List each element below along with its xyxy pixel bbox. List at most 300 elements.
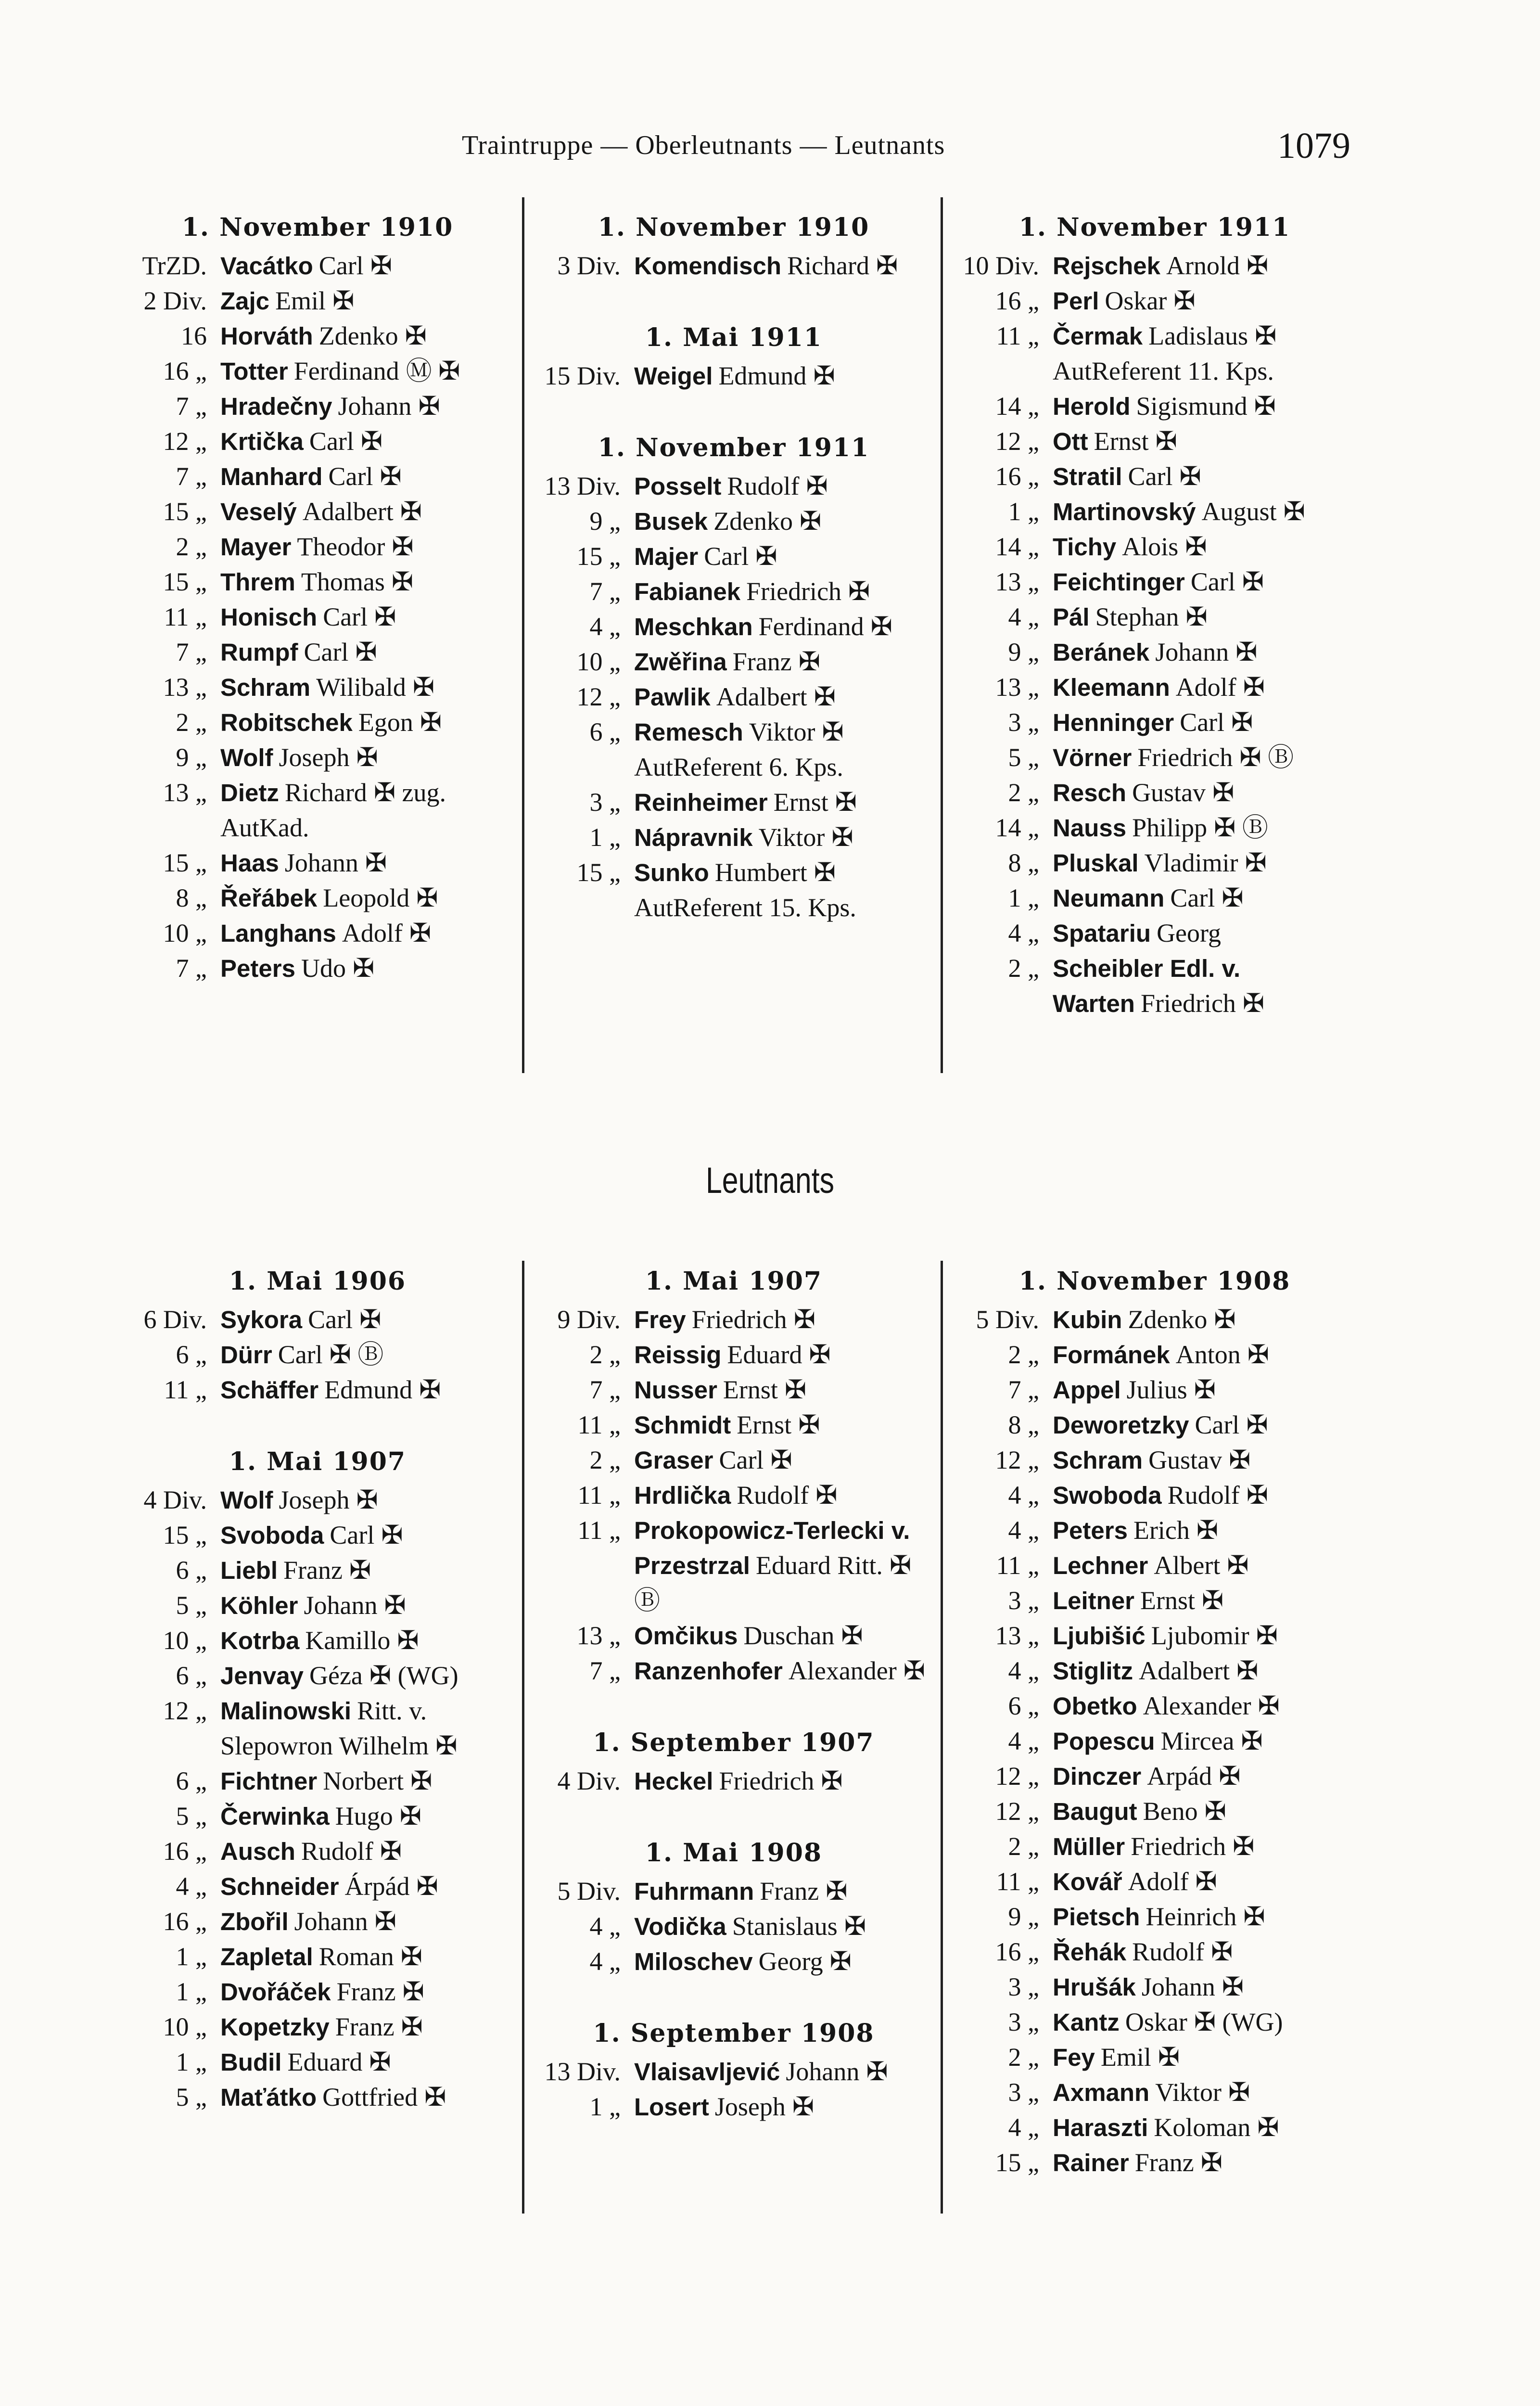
list-item: [120, 1939, 515, 1974]
officer-name: [1053, 1724, 1357, 1759]
officer-name: [220, 705, 515, 740]
decoration-icon: ✠: [374, 602, 396, 631]
officer-name: [1053, 775, 1357, 810]
list-item: [120, 1869, 515, 1904]
decoration-icon: ✠ Ⓑ: [1214, 813, 1268, 842]
officer-name: [220, 1693, 515, 1764]
decoration-icon: ✠: [400, 1942, 422, 1971]
surname: Manhard: [220, 463, 323, 490]
decoration-icon: ✠: [1212, 778, 1235, 807]
list-item: [120, 1518, 515, 1553]
decoration-icon: ✠: [866, 2057, 888, 2086]
date-heading: 1. Mai 1907: [645, 1267, 823, 1296]
unit-number: 4 Div.: [557, 1766, 621, 1795]
unit-number: 11 „: [996, 321, 1039, 350]
unit-number: 3 „: [1008, 1972, 1039, 2001]
unit-number: 3 „: [1008, 2078, 1039, 2107]
list-item: [120, 283, 515, 319]
unit-number: 6 „: [176, 1766, 207, 1795]
list-item: [120, 1483, 515, 1518]
officer-name: [220, 354, 515, 389]
unit-number: TrZD.: [142, 251, 207, 280]
decoration-icon: ✠: [424, 2083, 446, 2112]
surname: Losert: [634, 2093, 709, 2121]
given-name: Johann: [284, 848, 358, 877]
given-name: Edmund: [324, 1375, 413, 1404]
given-name: Carl: [323, 602, 368, 631]
list-item: [534, 1513, 933, 1618]
surname: Zajc: [220, 287, 270, 315]
officer-name: [1053, 424, 1357, 459]
decoration-icon: ✠: [391, 567, 414, 596]
given-name: Egon: [358, 708, 413, 737]
unit-number: 11 „: [164, 602, 207, 631]
unit-number: 7 „: [589, 577, 621, 606]
decoration-icon: ✠: [1173, 286, 1196, 315]
surname: Graser: [634, 1446, 713, 1474]
surname: Lechner: [1053, 1552, 1148, 1579]
decoration-icon: ✠: [1158, 2043, 1180, 2072]
surname: Stratil: [1053, 463, 1122, 490]
list-item: [953, 1759, 1357, 1794]
date-heading: 1. September 1907: [593, 1728, 875, 1757]
decoration-icon: ✠: [380, 462, 402, 491]
unit-number: 4 „: [1008, 2113, 1039, 2142]
surname: Rejschek: [1053, 252, 1160, 280]
list-item: [953, 635, 1357, 670]
list-item: [120, 670, 515, 705]
surname: Pietsch: [1053, 1903, 1140, 1931]
officer-name: [220, 1658, 515, 1693]
given-name: Adolf: [1175, 673, 1236, 702]
surname: Obetko: [1053, 1692, 1137, 1720]
given-name: Emil: [1100, 2043, 1151, 2072]
decoration-icon: ✠: [1196, 1516, 1219, 1545]
surname: Budil: [220, 2048, 282, 2076]
officer-name: [1053, 1653, 1357, 1689]
decoration-icon: ✠: [848, 577, 870, 606]
surname: Fuhrmann: [634, 1878, 754, 1905]
given-name: Adolf: [342, 919, 403, 947]
given-name: Géza: [309, 1661, 363, 1690]
decoration-icon: ✠: [1257, 2113, 1279, 2142]
surname: Zapletal: [220, 1943, 313, 1971]
surname: Kovář: [1053, 1868, 1122, 1895]
list-item: [120, 459, 515, 494]
given-name: Adalbert: [1139, 1656, 1230, 1685]
officer-name: [634, 1443, 933, 1478]
officer-name: [634, 248, 933, 283]
officer-name: [1053, 845, 1357, 881]
unit-number: 12 „: [163, 427, 207, 456]
officer-name: [220, 1764, 515, 1799]
unit-number: 13 Div.: [544, 2057, 621, 2086]
given-name: Viktor: [749, 717, 815, 746]
surname: Martinovský: [1053, 498, 1196, 525]
list-item: [953, 1408, 1357, 1443]
list-item: [953, 740, 1357, 775]
officer-name: [1053, 1583, 1357, 1618]
list-item: [120, 1337, 515, 1372]
given-name: Eduard Ritt.: [755, 1551, 883, 1580]
list-item: [953, 494, 1357, 529]
surname: Kopetzky: [220, 2013, 330, 2041]
surname: Fichtner: [220, 1767, 318, 1795]
column: [534, 207, 933, 925]
given-name: Zdenko: [1128, 1305, 1208, 1334]
officer-name: [220, 1588, 515, 1623]
unit-number: 12 „: [576, 682, 621, 711]
given-name: Friedrich: [1131, 1832, 1226, 1861]
unit-number: 12 „: [163, 1696, 207, 1725]
list-item: [953, 2040, 1357, 2075]
unit-number: 9 „: [1008, 1902, 1039, 1931]
column: [534, 1261, 933, 2124]
decoration-icon: ✠: [1256, 1621, 1278, 1650]
list-item: [534, 785, 933, 820]
surname: Feichtinger: [1053, 568, 1185, 596]
decoration-icon: ✠: [1243, 673, 1265, 702]
unit-number: 7 „: [1008, 1375, 1039, 1404]
unit-number: 15 „: [576, 542, 621, 571]
unit-number: 2 „: [1008, 2043, 1039, 2072]
given-name: Viktor: [1155, 2078, 1222, 2107]
surname: Rainer: [1053, 2149, 1129, 2176]
given-name: Carl: [704, 542, 749, 571]
given-name: Johann: [1141, 1972, 1215, 2001]
surname: Busek: [634, 508, 708, 535]
decoration-icon: ✠: [1246, 1410, 1268, 1439]
given-name: Rudolf: [1132, 1937, 1205, 1966]
officer-name: [220, 2009, 515, 2045]
officer-name: [220, 529, 515, 564]
surname: Krtička: [220, 428, 304, 455]
unit-number: 1 „: [176, 1942, 207, 1971]
unit-number: 12 „: [995, 427, 1039, 456]
section-heading: Leutnants: [705, 1160, 835, 1201]
decoration-icon: ✠: [1229, 1446, 1251, 1474]
running-head: Traintruppe — Oberleutnants — Leutnants: [462, 130, 945, 160]
unit-number: 10 „: [163, 1626, 207, 1655]
list-item: [953, 845, 1357, 881]
surname: Perl: [1053, 287, 1099, 315]
given-name: Wilibald: [316, 673, 406, 702]
list-item: [953, 1864, 1357, 1899]
officer-name: [1053, 1934, 1357, 1970]
list-item: [953, 389, 1357, 424]
given-name: Carl: [719, 1446, 764, 1474]
decoration-icon: ✠: [1231, 708, 1253, 737]
decoration-icon: ✠: [380, 1837, 402, 1866]
officer-name: [634, 644, 933, 679]
given-name: Zdenko: [713, 507, 793, 536]
officer-name: [220, 1337, 515, 1372]
unit-number: 4 „: [1008, 1727, 1039, 1755]
given-name: Duschan: [743, 1621, 835, 1650]
unit-number: 3 „: [1008, 2008, 1039, 2036]
given-name: Eduard: [287, 2048, 363, 2076]
unit-number: 2 „: [176, 532, 207, 561]
officer-name: [1053, 2005, 1357, 2040]
unit-number: 7 „: [589, 1375, 621, 1404]
list-item: [953, 1653, 1357, 1689]
surname: Čerwinka: [220, 1803, 330, 1830]
surname: Stiglitz: [1053, 1657, 1133, 1685]
given-name: Theodor: [297, 532, 385, 561]
given-name: Norbert: [323, 1766, 404, 1795]
list-item: [953, 600, 1357, 635]
column-rule: [941, 1261, 943, 2214]
decoration-icon: ✠: [1155, 427, 1177, 456]
unit-number: 4 „: [1008, 919, 1039, 947]
column: [953, 207, 1357, 1021]
list-item: [953, 564, 1357, 600]
given-name: Ernst: [1140, 1586, 1196, 1615]
given-name: Friedrich: [1137, 743, 1233, 772]
surname: Müller: [1053, 1833, 1125, 1860]
decoration-icon: ✠: [784, 1375, 807, 1404]
unit-number: 7 „: [176, 392, 207, 421]
surname: Řehák: [1053, 1938, 1127, 1966]
decoration-icon: ✠: [381, 1521, 403, 1549]
decoration-icon: ✠: [826, 1877, 848, 1906]
officer-name: [1053, 810, 1357, 845]
list-item: [534, 820, 933, 855]
decoration-icon: ✠: [792, 2092, 815, 2121]
unit-number: 16 „: [163, 1907, 207, 1936]
officer-name: [1053, 635, 1357, 670]
list-item: [953, 2075, 1357, 2110]
officer-name: [1053, 319, 1357, 389]
decoration-icon: ✠: [800, 507, 822, 536]
list-item: [534, 1478, 933, 1513]
given-name: Eduard: [727, 1340, 802, 1369]
list-item: [534, 1372, 933, 1408]
unit-number: 13 „: [576, 1621, 621, 1650]
officer-name: [1053, 916, 1357, 951]
surname: Frey: [634, 1306, 686, 1333]
column-rule: [522, 197, 524, 1073]
list-item: [120, 1553, 515, 1588]
given-name: Ernst: [773, 788, 828, 817]
unit-number: 2 „: [1008, 1340, 1039, 1369]
officer-name: [220, 1372, 515, 1408]
surname: Ausch: [220, 1838, 295, 1865]
unit-number: 15 „: [163, 848, 207, 877]
list-item: [953, 529, 1357, 564]
surname: Zwěřina: [634, 648, 727, 676]
list-item: [120, 564, 515, 600]
officer-name: [220, 424, 515, 459]
unit-number: 14 „: [995, 813, 1039, 842]
surname: Resch: [1053, 779, 1127, 806]
decoration-icon: ✠: [435, 1731, 458, 1760]
given-name: Ernst: [737, 1410, 792, 1439]
list-item: [120, 775, 515, 845]
decoration-icon: ✠: [1247, 1340, 1269, 1369]
date-heading: 1. Mai 1911: [645, 323, 823, 352]
officer-name: [1053, 389, 1357, 424]
list-item: [120, 494, 515, 529]
officer-name: [634, 1408, 933, 1443]
given-name: Oskar: [1105, 286, 1167, 315]
decoration-icon: ✠: [1228, 2078, 1250, 2107]
officer-name: [1053, 881, 1357, 916]
surname: Beránek: [1053, 639, 1150, 666]
list-item: [953, 1478, 1357, 1513]
officer-name: [1053, 1864, 1357, 1899]
list-item: [953, 1583, 1357, 1618]
surname: Leitner: [1053, 1587, 1135, 1614]
surname: Haraszti: [1053, 2114, 1148, 2141]
officer-name: [634, 504, 933, 539]
officer-name: [220, 1974, 515, 2009]
decoration-icon: ✠: [416, 883, 438, 912]
surname: Zbořil: [220, 1908, 289, 1935]
officer-name: [634, 574, 933, 609]
given-name: Joseph: [714, 2092, 786, 2121]
surname: Baugut: [1053, 1798, 1137, 1825]
unit-number: 4 „: [1008, 602, 1039, 631]
surname: Hrdlička: [634, 1482, 731, 1509]
decoration-icon: ✠: [1255, 321, 1277, 350]
given-name: Stephan: [1095, 602, 1179, 631]
unit-number: 4 Div.: [143, 1485, 207, 1514]
decoration-icon: ✠: [1214, 1305, 1236, 1334]
unit-number: 15 „: [163, 1521, 207, 1549]
officer-name: [220, 459, 515, 494]
list-item: [120, 319, 515, 354]
given-name: Gustav: [1148, 1446, 1222, 1474]
given-name: Anton: [1175, 1340, 1241, 1369]
officer-name: [220, 1939, 515, 1974]
list-item: [120, 1693, 515, 1764]
given-name: Oskar: [1125, 2008, 1187, 2036]
date-heading: 1. November 1911: [598, 433, 870, 462]
surname: Langhans: [220, 920, 336, 947]
given-name: Alexander: [788, 1656, 897, 1685]
surname: Kantz: [1053, 2009, 1120, 2036]
list-item: [953, 1934, 1357, 1970]
list-item: [953, 459, 1357, 494]
officer-name: [1053, 1794, 1357, 1829]
unit-number: 13 „: [163, 778, 207, 807]
surname: Jenvay: [220, 1662, 304, 1689]
surname: Vacátko: [220, 252, 313, 280]
officer-name: [634, 1874, 933, 1909]
surname: Nusser: [634, 1376, 717, 1404]
decoration-icon: ✠: [369, 2048, 391, 2076]
unit-number: 2 „: [176, 708, 207, 737]
given-name: Carl: [1190, 567, 1235, 596]
list-item: [953, 2005, 1357, 2040]
date-heading: 1. November 1908: [1018, 1267, 1291, 1296]
column-rule: [941, 197, 943, 1073]
surname: Weigel: [634, 362, 713, 390]
list-item: [953, 670, 1357, 705]
officer-name: [220, 564, 515, 600]
list-item: [953, 1794, 1357, 1829]
list-item: [534, 504, 933, 539]
officer-name: [220, 1869, 515, 1904]
unit-number: 8 „: [176, 883, 207, 912]
date-heading: 1. November 1911: [1018, 213, 1291, 242]
list-item: [953, 424, 1357, 459]
list-item: [953, 1443, 1357, 1478]
surname: Appel: [1053, 1376, 1121, 1404]
list-item: [120, 740, 515, 775]
given-name: Franz: [336, 1977, 396, 2006]
list-item: [534, 1443, 933, 1478]
surname: Vodička: [634, 1913, 726, 1940]
officer-name: [220, 916, 515, 951]
unit-number: 5 „: [176, 2083, 207, 2112]
list-item: [120, 2009, 515, 2045]
officer-name: [634, 1478, 933, 1513]
unit-number: 16 „: [995, 286, 1039, 315]
officer-name: [220, 494, 515, 529]
decoration-icon: ✠: [402, 1977, 424, 2006]
entry-note: AutReferent 15. Kps.: [634, 893, 856, 922]
given-name: Carl: [330, 1521, 375, 1549]
unit-number: 15 „: [995, 2148, 1039, 2177]
decoration-icon: ✠ Ⓑ: [1239, 743, 1294, 772]
surname: Robitschek: [220, 709, 353, 736]
unit-number: 15 Div.: [544, 361, 621, 390]
unit-number: 12 „: [995, 1797, 1039, 1826]
surname: Honisch: [220, 603, 318, 631]
officer-name: [634, 1944, 933, 1979]
decoration-icon: ✠: [1235, 638, 1258, 666]
officer-name: [1053, 564, 1357, 600]
surname: Wolf: [220, 1486, 273, 1514]
decoration-icon: ✠: [1241, 1727, 1263, 1755]
surname: Vlaisavljević: [634, 2058, 780, 2086]
officer-name: [634, 2054, 933, 2089]
decoration-icon: ✠: [1236, 1656, 1259, 1685]
decoration-icon: ✠: [405, 321, 427, 350]
list-item: [120, 424, 515, 459]
officer-name: [1053, 2075, 1357, 2110]
decoration-icon: ✠: [399, 1802, 422, 1830]
list-item: [953, 1302, 1357, 1337]
decoration-icon: ✠: [356, 743, 378, 772]
surname: Henninger: [1053, 709, 1174, 736]
officer-name: [1053, 459, 1357, 494]
unit-number: 2 Div.: [143, 286, 207, 315]
given-name: Friedrich: [719, 1766, 815, 1795]
officer-name: [1053, 1689, 1357, 1724]
given-name: Carl: [308, 1305, 353, 1334]
officer-name: [220, 881, 515, 916]
decoration-icon: ✠: [410, 1766, 433, 1795]
officer-name: [220, 775, 515, 845]
decoration-icon: ✠: [416, 1872, 438, 1901]
list-item: [120, 1372, 515, 1408]
unit-number: 16 „: [163, 357, 207, 385]
given-name: Adalbert: [716, 682, 807, 711]
unit-number: 11 „: [996, 1867, 1039, 1896]
officer-name: [634, 1302, 933, 1337]
date-heading: 1. Mai 1906: [229, 1267, 407, 1296]
given-name: Rudolf: [727, 472, 800, 500]
officer-name: [1053, 1408, 1357, 1443]
given-name: Joseph: [279, 743, 350, 772]
decoration-icon: ✠: [384, 1591, 406, 1620]
given-name: Alois: [1122, 532, 1179, 561]
given-name: Emil: [275, 286, 326, 315]
page-header: [0, 125, 1540, 173]
